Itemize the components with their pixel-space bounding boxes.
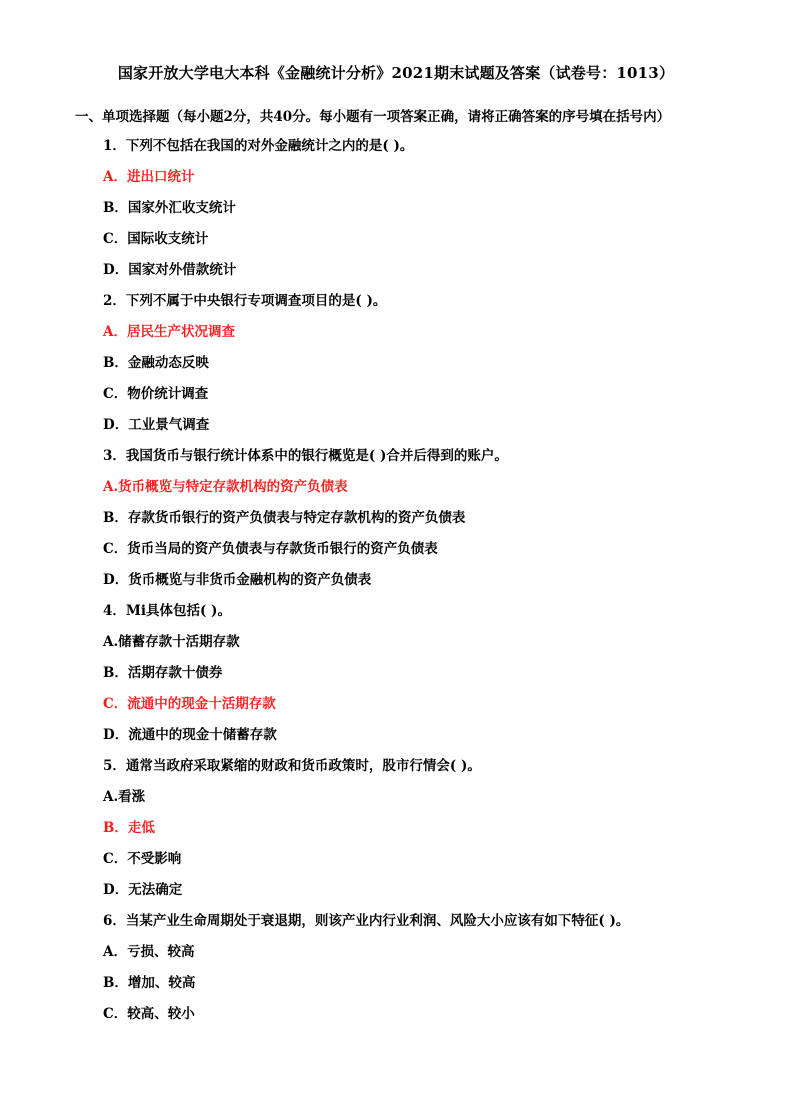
document-title: 国家开放大学电大本科《金融统计分析》2021期末试题及答案（试卷号：1013） (117, 64, 675, 82)
answer-option: C．国际收支统计 (103, 231, 209, 247)
answer-option: A．亏损、较高 (103, 944, 195, 960)
question-text: 3．我国货币与银行统计体系中的银行概览是( )合并后得到的账户。 (103, 448, 508, 464)
correct-answer-option: C．流通中的现金十活期存款 (103, 696, 276, 712)
answer-option: B．国家外汇收支统计 (103, 200, 236, 216)
section-heading: 一、单项选择题（每小题2分，共40分。每小题有一项答案正确，请将正确答案的序号填在括号内） (75, 109, 671, 125)
question-text: 1．下列不包括在我国的对外金融统计之内的是( )。 (103, 138, 414, 154)
question-text: 5．通常当政府采取紧缩的财政和货币政策时，股市行情会( )。 (103, 758, 481, 774)
answer-option: C．较高、较小 (103, 1006, 195, 1022)
answer-option: B．金融动态反映 (103, 355, 209, 371)
answer-option: A.储蓄存款十活期存款 (103, 634, 240, 650)
question-text: 4．Mi具体包括( )。 (103, 603, 231, 619)
answer-option: B．增加、较高 (103, 975, 196, 991)
answer-option: D．工业景气调查 (103, 417, 210, 433)
answer-option: D．流通中的现金十储蓄存款 (103, 727, 277, 743)
answer-option: B．存款货币银行的资产负债表与特定存款机构的资产负债表 (103, 510, 466, 526)
correct-answer-option: A．居民生产状况调查 (103, 324, 235, 340)
answer-option: C．货币当局的资产负债表与存款货币银行的资产负债表 (103, 541, 438, 557)
question-text: 2．下列不属于中央银行专项调查项目的是( )。 (103, 293, 387, 309)
answer-option: D．国家对外借款统计 (103, 262, 237, 278)
answer-option: C．不受影响 (103, 851, 182, 867)
correct-answer-option: A.货币概览与特定存款机构的资产负债表 (103, 479, 348, 495)
answer-option: D．货币概览与非货币金融机构的资产负债表 (103, 572, 372, 588)
correct-answer-option: B．走低 (103, 820, 155, 836)
correct-answer-option: A．进出口统计 (103, 169, 195, 185)
question-text: 6．当某产业生命周期处于衰退期，则该产业内行业利润、风险大小应该有如下特征( )。 (103, 913, 630, 929)
question-list (103, 138, 629, 1037)
answer-option: C．物价统计调查 (103, 386, 209, 402)
answer-option: D．无法确定 (103, 882, 183, 898)
answer-option: B．活期存款十债券 (103, 665, 223, 681)
answer-option: A.看涨 (103, 789, 146, 805)
